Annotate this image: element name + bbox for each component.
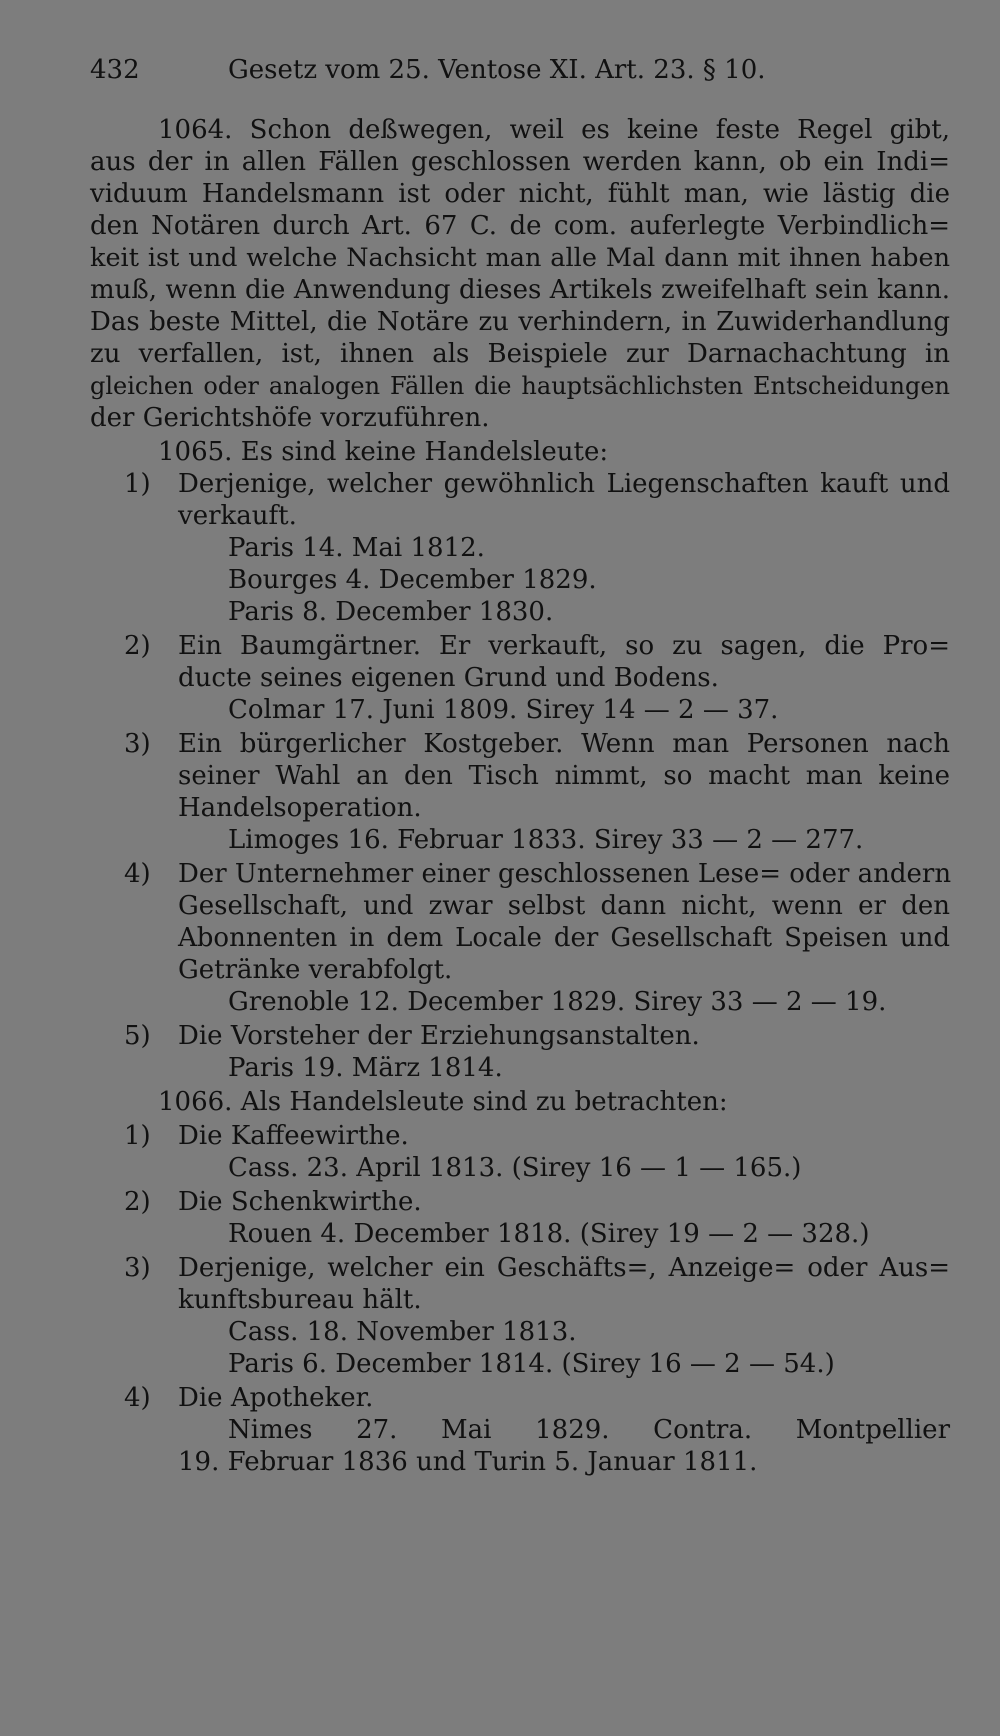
text-line: muß, wenn die Anwendung dieses Artikels zweifelhaft sein kann. [90, 275, 950, 305]
text-line: seiner Wahl an den Tisch nimmt, so macht man keine [178, 761, 950, 791]
text-line: verkauft. [178, 501, 297, 531]
text-line: Das beste Mittel, die Notäre zu verhindern, in Zuwiderhandlung [90, 307, 950, 337]
item-number: 2) [124, 1187, 151, 1217]
text-line: Derjenige, welcher gewöhnlich Liegenschaften kauft und [178, 469, 950, 499]
text-line: der Gerichtshöfe vorzuführen. [90, 403, 490, 433]
item-number: 3) [124, 729, 151, 759]
text-line: Handelsoperation. [178, 793, 422, 823]
citation: Paris 8. December 1830. [228, 597, 554, 627]
text-line: Getränke verabfolgt. [178, 955, 453, 985]
citation: Limoges 16. Februar 1833. Sirey 33 — 2 — 277. [228, 825, 864, 855]
text-line: aus der in allen Fällen geschlossen werden kann, ob ein Indi= [90, 147, 950, 177]
citation: Grenoble 12. December 1829. Sirey 33 — 2 — 19. [228, 987, 887, 1017]
text-line: Die Vorsteher der Erziehungsanstalten. [178, 1021, 700, 1051]
citation: Colmar 17. Juni 1809. Sirey 14 — 2 — 37. [228, 695, 779, 725]
section-heading: 1065. Es sind keine Handelsleute: [158, 437, 609, 467]
citation: Bourges 4. December 1829. [228, 565, 597, 595]
item-number: 4) [124, 1383, 151, 1413]
item-number: 1) [124, 1121, 151, 1151]
citation: Paris 6. December 1814. (Sirey 16 — 2 — 54.) [228, 1349, 835, 1379]
text-line: Die Apotheker. [178, 1383, 374, 1413]
citation: Nimes 27. Mai 1829. Contra. Montpellier [228, 1415, 950, 1445]
citation: Paris 14. Mai 1812. [228, 533, 485, 563]
text-line: Abonnenten in dem Locale der Gesellschaft Speisen und [178, 923, 950, 953]
text-line: keit ist und welche Nachsicht man alle Mal dann mit ihnen haben [90, 243, 950, 273]
item-number: 1) [124, 469, 151, 499]
citation: Cass. 23. April 1813. (Sirey 16 — 1 — 165.) [228, 1153, 802, 1183]
text-line: Gesellschaft, und zwar selbst dann nicht, wenn er den [178, 891, 950, 921]
item-number: 3) [124, 1253, 151, 1283]
running-title: Gesetz vom 25. Ventose XI. Art. 23. § 10. [228, 55, 766, 85]
item-number: 2) [124, 631, 151, 661]
text-line: den Notären durch Art. 67 C. de com. auferlegte Verbindlich= [90, 211, 950, 241]
text-line: Ein bürgerlicher Kostgeber. Wenn man Personen nach [178, 729, 950, 759]
text-line: Die Schenkwirthe. [178, 1187, 422, 1217]
text-line: zu verfallen, ist, ihnen als Beispiele zur Darnachachtung in [90, 339, 950, 369]
item-number: 4) [124, 859, 151, 889]
citation: 19. Februar 1836 und Turin 5. Januar 1811. [178, 1447, 758, 1477]
page-number: 432 [90, 55, 140, 85]
text-line: Die Kaffeewirthe. [178, 1121, 409, 1151]
citation: Cass. 18. November 1813. [228, 1317, 577, 1347]
item-number: 5) [124, 1021, 151, 1051]
text-line: 1064. Schon deßwegen, weil es keine feste Regel gibt, [158, 115, 950, 145]
citation: Rouen 4. December 1818. (Sirey 19 — 2 — 328.) [228, 1219, 870, 1249]
text-line: Derjenige, welcher ein Geschäfts=, Anzeige= oder Aus= [178, 1253, 950, 1283]
text-line: Der Unternehmer einer geschlossenen Lese= oder andern [178, 859, 952, 889]
text-line: ducte seines eigenen Grund und Bodens. [178, 663, 719, 693]
text-line: kunftsbureau hält. [178, 1285, 422, 1315]
section-heading: 1066. Als Handelsleute sind zu betrachten: [158, 1087, 728, 1117]
text-line: viduum Handelsmann ist oder nicht, fühlt man, wie lästig die [90, 179, 950, 209]
text-line: Ein Baumgärtner. Er verkauft, so zu sagen, die Pro= [178, 631, 950, 661]
text-line: gleichen oder analogen Fällen die hauptsächlichsten Entscheidungen [90, 372, 950, 400]
citation: Paris 19. März 1814. [228, 1053, 503, 1083]
